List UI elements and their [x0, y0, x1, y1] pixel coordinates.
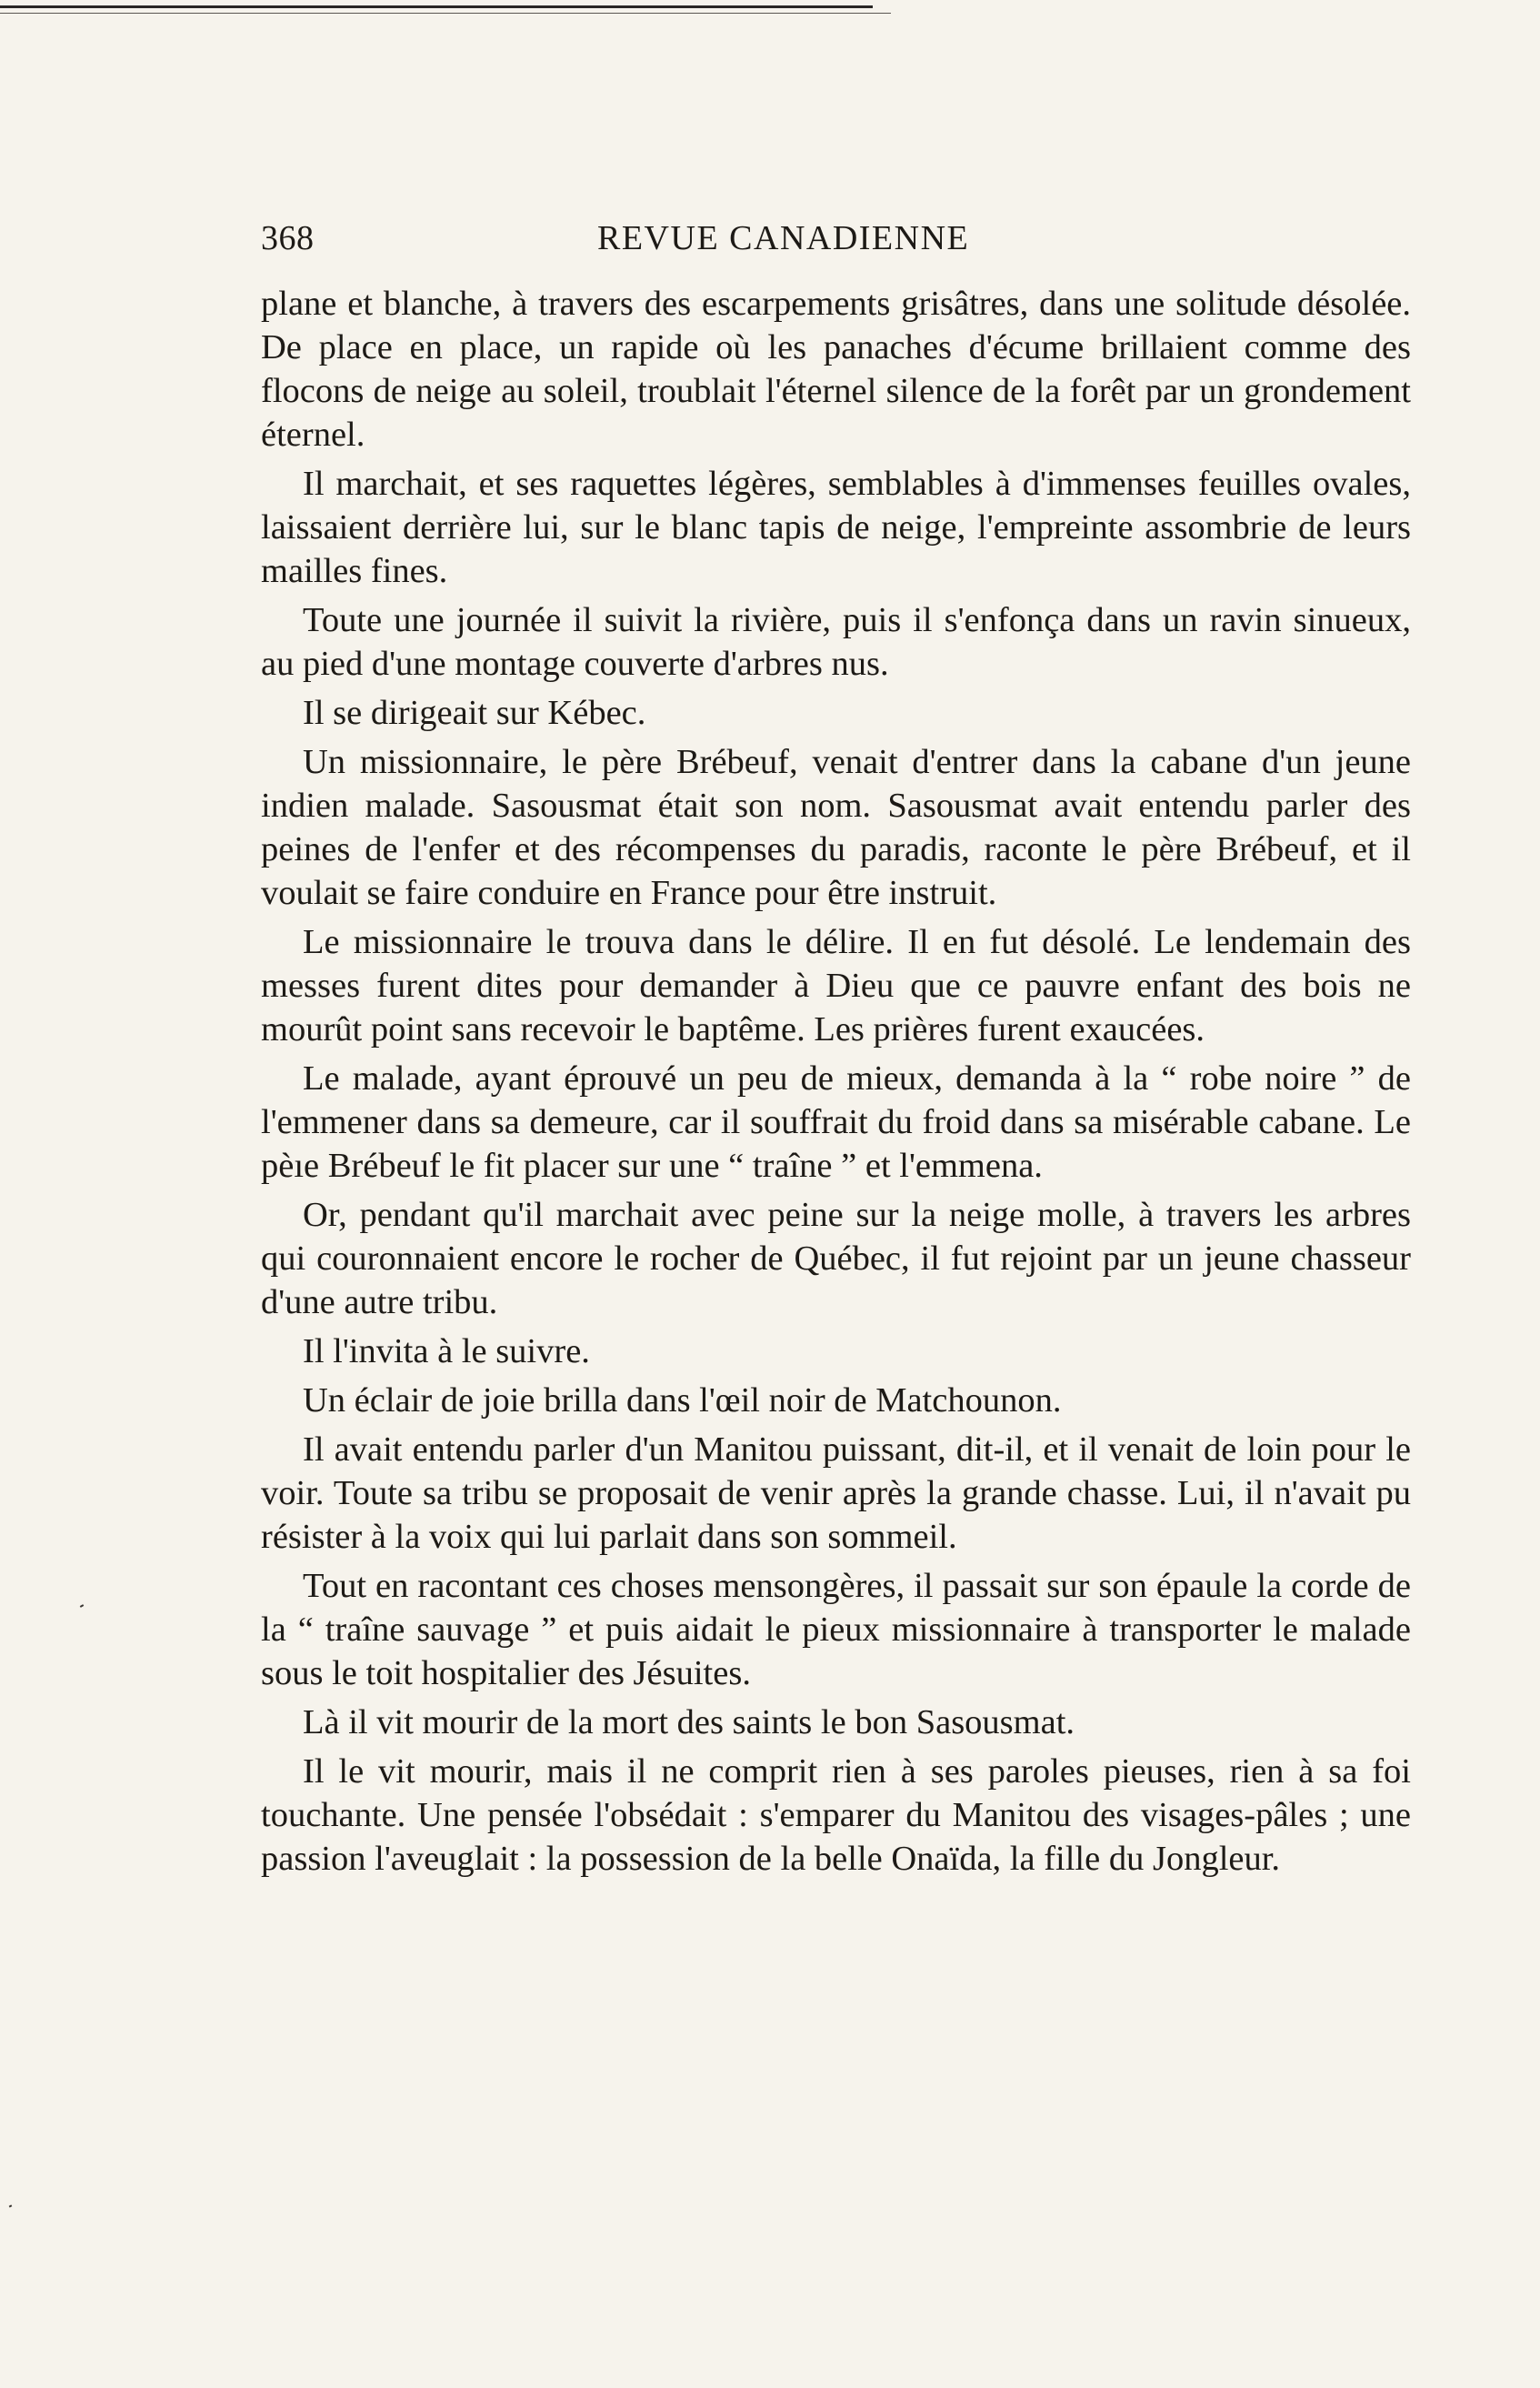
- paragraph: Là il vit mourir de la mort des saints le bon Sasousmat.: [303, 1703, 1075, 1741]
- scan-speck: [9, 2204, 13, 2207]
- book-page: [261, 218, 1411, 1886]
- paragraph: Le malade, ayant éprouvé un peu de mieux, demanda à la “ robe noire ” de l'emmener dans sa demeure, car il souffrait du froid dans sa misérable cabane. Le pèıe Brébeuf le fit placer sur une “ traîne ” et l'emmena.: [261, 1059, 1411, 1185]
- paragraph: Or, pendant qu'il marchait avec peine sur la neige molle, à travers les arbres qui couronnaient encore le rocher de Québec, il fut rejoint par un jeune chasseur d'une autre tribu.: [261, 1196, 1411, 1321]
- paragraph: plane et blanche, à travers des escarpements grisâtres, dans une solitude désolée. De place en place, un rapide où les panaches d'écume brillaient comme des flocons de neige au soleil, troublait l'éternel silence de la forêt par un grondement éternel.: [261, 285, 1411, 454]
- body-text: [261, 282, 1411, 1881]
- paragraph: Il se dirigeait sur Kébec.: [303, 694, 646, 732]
- paragraph: Le missionnaire le trouva dans le délire. Il en fut désolé. Le lendemain des messes furent dites pour demander à Dieu que ce pauvre enfant des bois ne mourût point sans recevoir le baptême. Les prières furent exaucées.: [261, 923, 1411, 1049]
- scan-speck: [80, 1604, 84, 1608]
- paragraph: Un missionnaire, le père Brébeuf, venait d'entrer dans la cabane d'un jeune indien malade. Sasousmat était son nom. Sasousmat avait entendu parler des peines de l'enfer et des récompenses du paradis, raconte le père Brébeuf, et il voulait se faire conduire en France pour être instruit.: [261, 743, 1411, 912]
- paragraph: Il l'invita à le suivre.: [303, 1332, 590, 1370]
- top-edge-thin-rule: [0, 13, 891, 14]
- paragraph: Toute une journée il suivit la rivière, puis il s'enfonça dans un ravin sinueux, au pied d'une montage couverte d'arbres nus.: [261, 601, 1411, 683]
- paragraph: Tout en racontant ces choses mensongères, il passait sur son épaule la corde de la “ traîne sauvage ” et puis aidait le pieux missionnaire à transporter le malade sous le toit hospitalier des Jésuites.: [261, 1567, 1411, 1692]
- page-number: 368: [261, 219, 315, 257]
- top-edge-rule: [0, 5, 873, 8]
- page-header: [261, 218, 1411, 282]
- paragraph: Il le vit mourir, mais il ne comprit rien à ses paroles pieuses, rien à sa foi touchante. Une pensée l'obsédait : s'emparer du Manitou des visages-pâles ; une passion l'aveuglait : la possession de la belle Onaïda, la fille du Jongleur.: [261, 1752, 1411, 1878]
- running-title: REVUE CANADIENNE: [597, 219, 970, 257]
- paragraph: Un éclair de joie brilla dans l'œil noir de Matchounon.: [303, 1381, 1062, 1420]
- paragraph: Il avait entendu parler d'un Manitou puissant, dit-il, et il venait de loin pour le voir. Toute sa tribu se proposait de venir après la grande chasse. Lui, il n'avait pu résister à la voix qui lui parlait dans son sommeil.: [261, 1430, 1411, 1556]
- paragraph: Il marchait, et ses raquettes légères, semblables à d'immenses feuilles ovales, laissaient derrière lui, sur le blanc tapis de neige, l'empreinte assombrie de leurs mailles fines.: [261, 465, 1411, 590]
